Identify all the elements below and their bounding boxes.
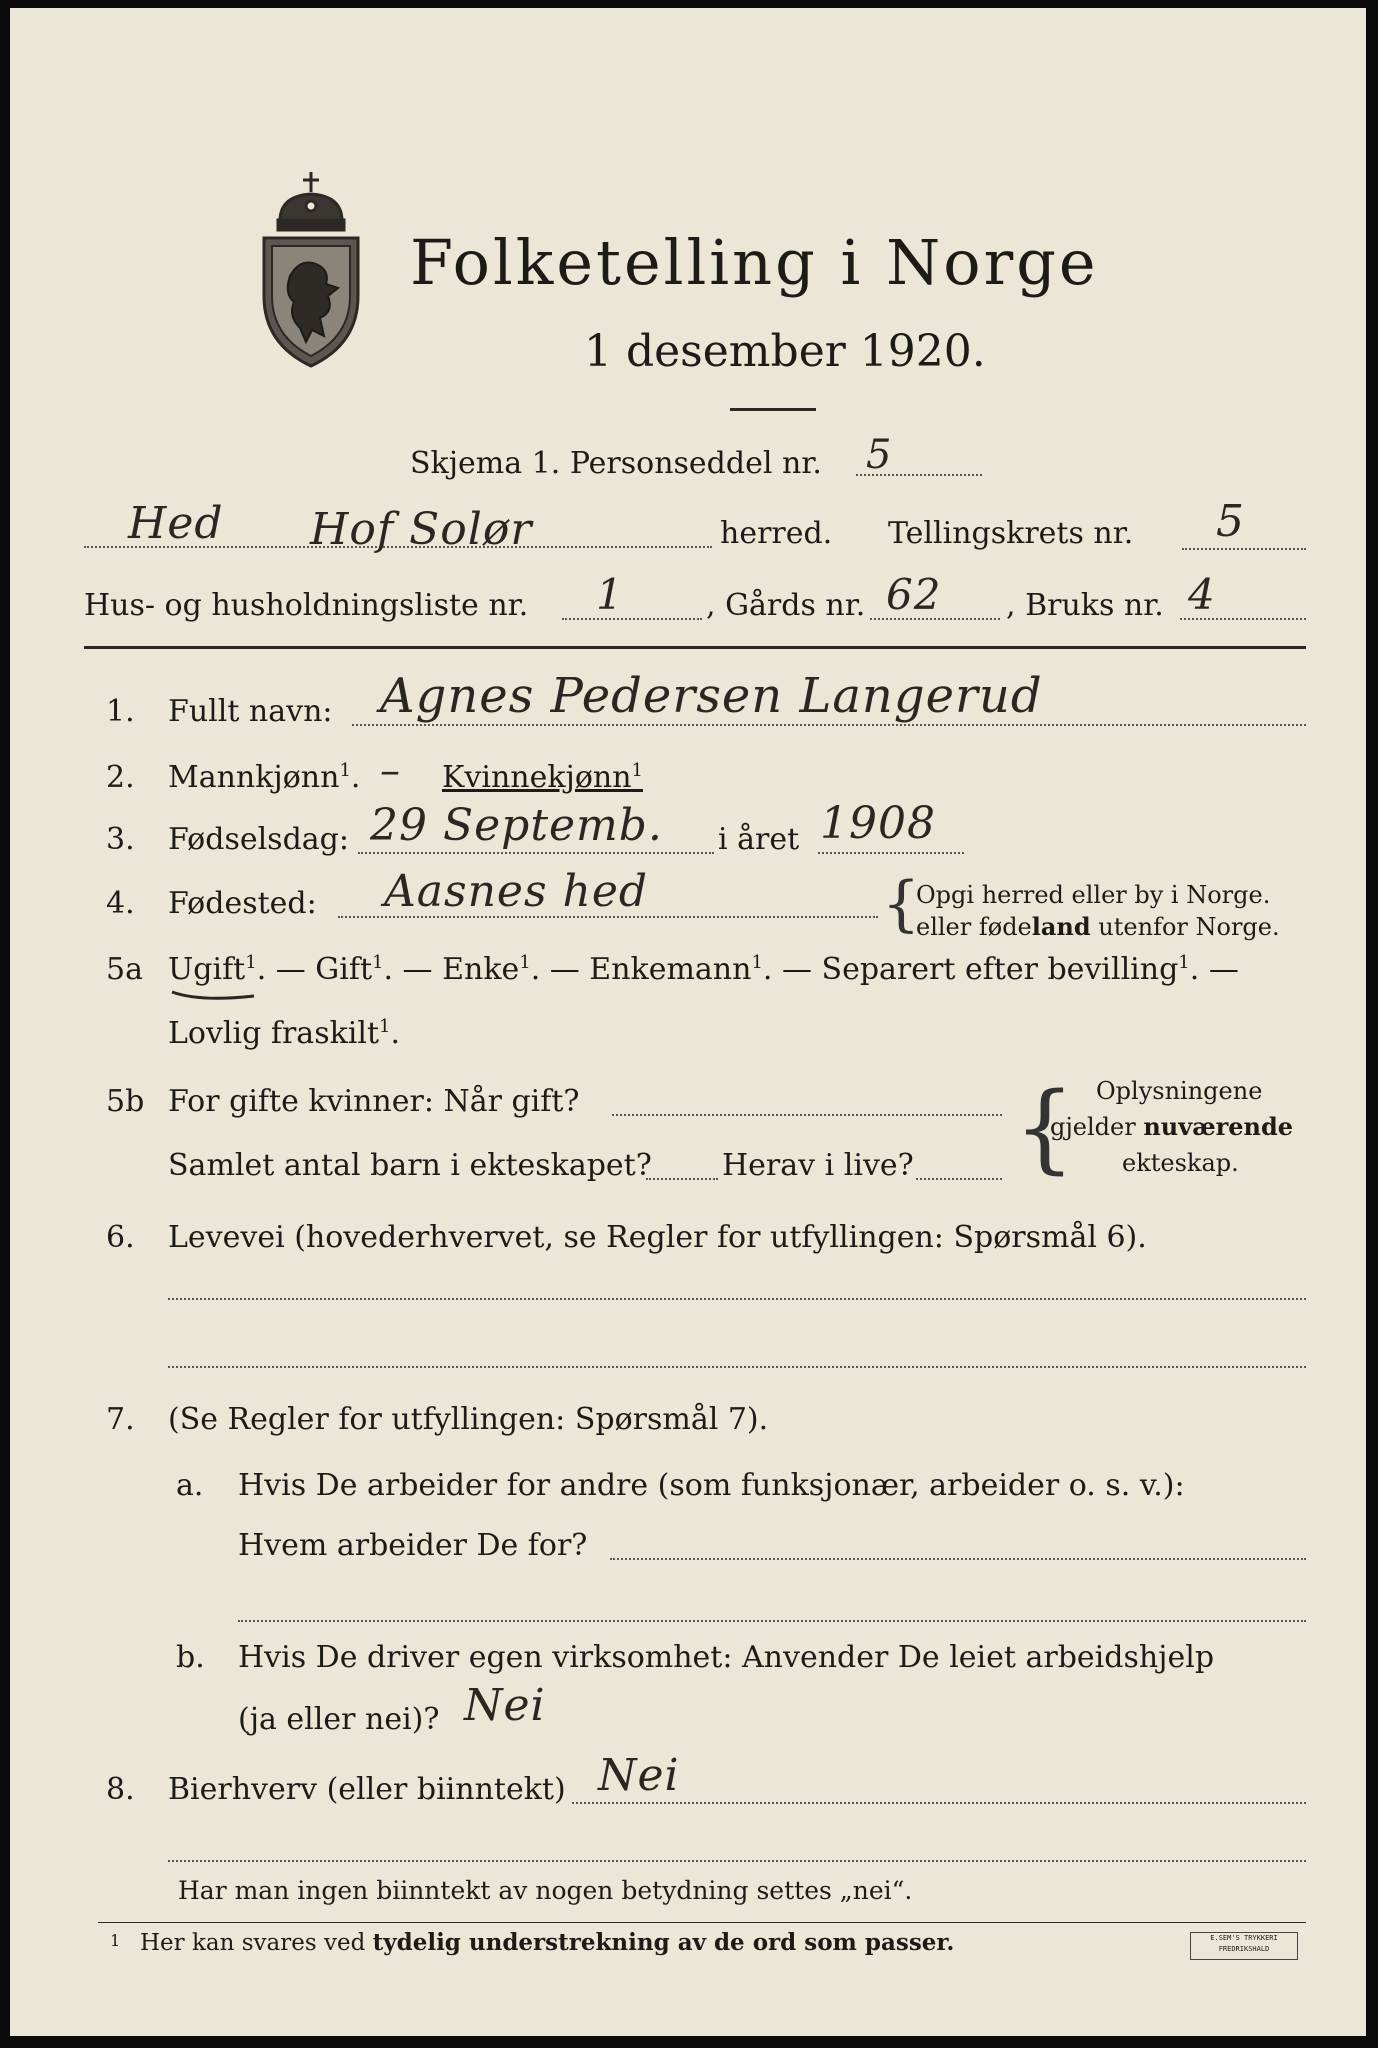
birth-year-value: 1908 (820, 798, 936, 849)
q2-mark: – (380, 748, 401, 794)
q8-number: 8. (106, 1772, 135, 1807)
tellingskrets-number: 5 (1216, 496, 1245, 547)
q5b-note-1: Oplysningene (1096, 1077, 1263, 1105)
gards-number: 62 (886, 570, 942, 619)
q5b-alive-line (916, 1178, 1002, 1180)
q5a-number: 5a (106, 952, 143, 987)
footnote-text: Her kan svares ved tydelig understrekning av de ord som passer. (140, 1929, 955, 1956)
q5b-married-line (612, 1114, 1002, 1116)
marital-status-options: Ugift$^1$. — Gift$^1$. — Enke$^1$. — Enkemann$^1$. — Separert efter bevilling$^1$. — (168, 952, 1239, 987)
birthplace-value: Aasnes hed (384, 866, 649, 917)
q3-line (358, 852, 714, 854)
census-form-page (10, 8, 1366, 2036)
title-divider (730, 408, 816, 411)
year-label: i året (718, 822, 800, 857)
q6-line-1 (168, 1298, 1306, 1300)
footnote-rule (98, 1922, 1306, 1923)
q2-label-male: Mannkjønn$^1$. (168, 760, 361, 795)
q6-label: Levevei (hovederhvervet, se Regler for utfyllingen: Spørsmål 6). (168, 1220, 1147, 1255)
q3-number: 3. (106, 822, 135, 857)
q2-label-female: Kvinnekjønn$^1$ (442, 760, 643, 795)
q4-note-2: eller fødeland utenfor Norge. (916, 912, 1280, 941)
q3-label: Fødselsdag: (168, 822, 349, 857)
q7a-letter: a. (176, 1468, 204, 1503)
printer-stamp: E.SEM'S TRYKKERI FREDRIKSHALD (1190, 1932, 1298, 1960)
bruks-number: 4 (1188, 570, 1216, 619)
q6-number: 6. (106, 1220, 135, 1255)
hus-label: Hus- og husholdningsliste nr. (84, 588, 529, 623)
q8-label: Bierhverv (eller biinntekt) (168, 1772, 566, 1807)
q4-brace: { (882, 869, 921, 939)
norway-coat-of-arms-icon (250, 166, 372, 374)
biinntekt-note: Har man ingen biinntekt av nogen betydning settes „nei“. (178, 1876, 913, 1905)
tellingskrets-label: Tellingskrets nr. (888, 516, 1134, 551)
gards-label: , Gårds nr. (706, 588, 866, 623)
footnote-marker: 1 (110, 1931, 121, 1950)
skjema-label: Skjema 1. Personseddel nr. (410, 446, 822, 481)
census-date: 1 desember 1920. (584, 326, 986, 377)
q5b-children-label: Samlet antal barn i ekteskapet? (168, 1148, 652, 1183)
q4-number: 4. (106, 886, 135, 921)
q8-answer: Nei (598, 1750, 680, 1801)
q1-line (352, 724, 1306, 726)
marital-ugift: Ugift (168, 952, 246, 987)
q4-note-1: Opgi herred eller by i Norge. (916, 881, 1271, 909)
herred-label: herred. (720, 516, 833, 551)
q4-label: Fødested: (168, 886, 317, 921)
q1-label: Fullt navn: (168, 694, 333, 729)
q5b-children-line (646, 1178, 718, 1180)
q7-label: (Se Regler for utfyllingen: Spørsmål 7). (168, 1402, 769, 1437)
tellingskrets-line (1182, 548, 1306, 550)
bruks-label: , Bruks nr. (1006, 588, 1164, 623)
q2-number: 2. (106, 760, 135, 795)
birthdate-value: 29 Septemb. (370, 800, 663, 851)
full-name-value: Agnes Pedersen Langerud (380, 668, 1043, 724)
q7a-line-2: Hvem arbeider De for? (238, 1528, 588, 1563)
hus-number: 1 (596, 570, 624, 619)
q1-number: 1. (106, 694, 135, 729)
q5b-married-label: For gifte kvinner: Når gift? (168, 1084, 580, 1119)
personseddel-number: 5 (866, 432, 893, 478)
hus-line (562, 618, 702, 620)
q7b-answer: Nei (464, 1680, 546, 1731)
q8-line (572, 1802, 1306, 1804)
q7b-letter: b. (176, 1640, 205, 1675)
q6-line-2 (168, 1366, 1306, 1368)
q7b-line-2: (ja eller nei)? (238, 1702, 440, 1737)
county-abbrev: Hed (128, 498, 224, 549)
header-separator (84, 646, 1306, 649)
q5b-note-2: gjelder nuværende (1050, 1112, 1294, 1141)
q5b-note-3: ekteskap. (1122, 1149, 1239, 1177)
q7-number: 7. (106, 1402, 135, 1437)
q5b-alive-label: Herav i live? (722, 1148, 914, 1183)
marital-divorced: Lovlig fraskilt$^1$. (168, 1016, 401, 1051)
q5b-brace: { (1014, 1072, 1076, 1184)
form-title: Folketelling i Norge (410, 226, 1099, 299)
herred-name: Hof Solør (310, 504, 533, 555)
q7b-line-1: Hvis De driver egen virksomhet: Anvender De leiet arbeidshjelp (238, 1640, 1215, 1675)
ugift-underline-mark (170, 988, 256, 1004)
q7a-answer-line-1 (610, 1558, 1306, 1560)
q7a-answer-line-2 (238, 1620, 1306, 1622)
q8-line-2 (168, 1860, 1306, 1862)
q5b-number: 5b (106, 1084, 145, 1119)
year-line (818, 852, 964, 854)
q7a-line-1: Hvis De arbeider for andre (som funksjonær, arbeider o. s. v.): (238, 1468, 1185, 1503)
